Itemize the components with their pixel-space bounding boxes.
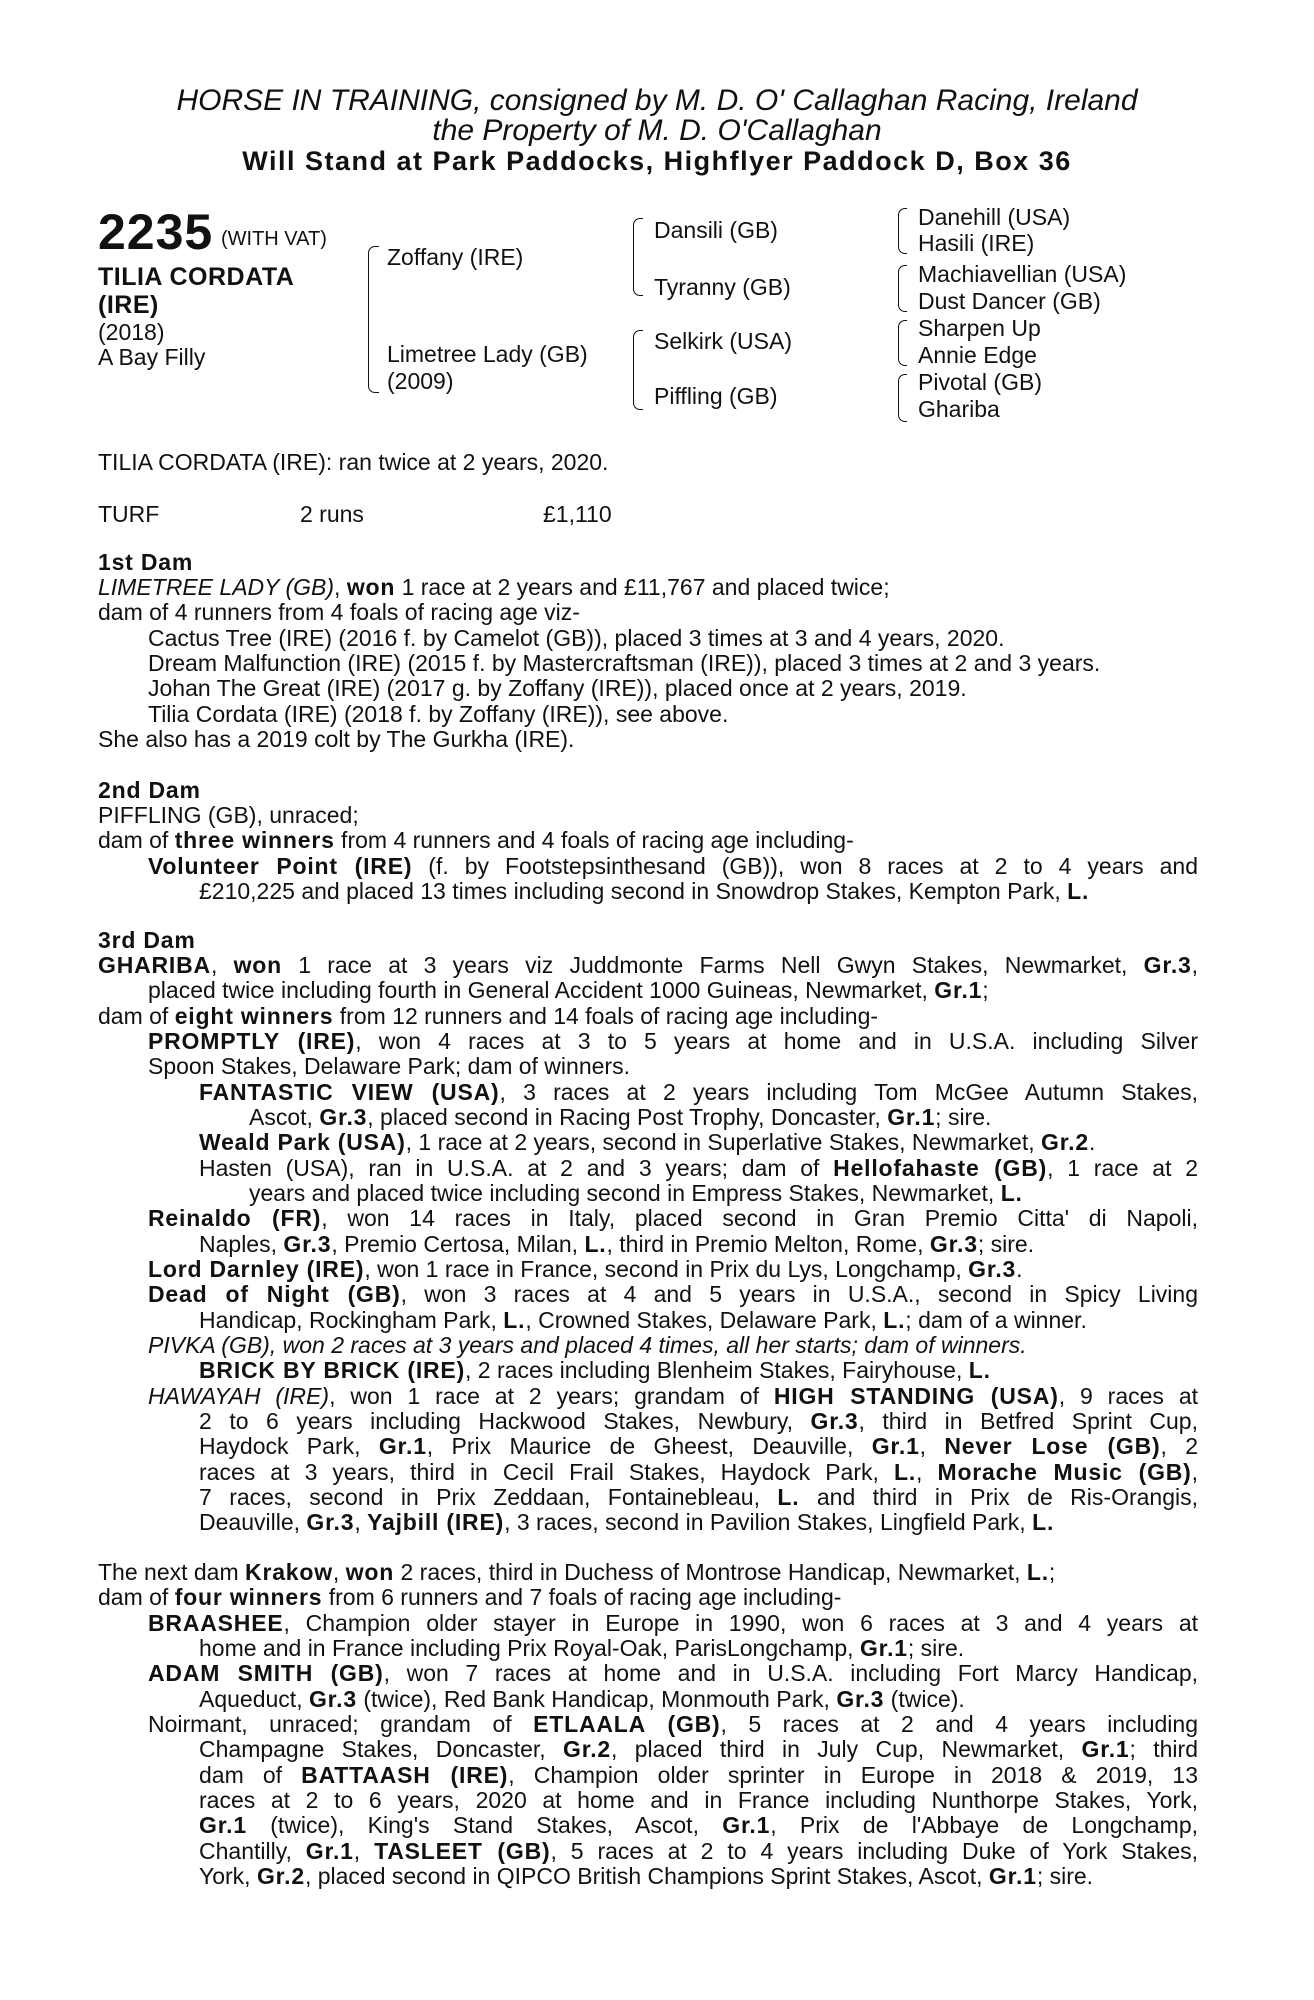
pedigree-dam-sire: Selkirk (USA): [654, 328, 793, 354]
text-span: ;: [1048, 1559, 1056, 1585]
produce-entry: [199, 1409, 1198, 1434]
text-span: Gr.1: [871, 1433, 920, 1459]
text-span: , won 1 race in France, second in Prix du Lys, Longchamp,: [364, 1256, 969, 1282]
grandsire-line-bracket-2: [898, 265, 907, 312]
text-span: L.: [1032, 1509, 1055, 1535]
produce-entry: [199, 1636, 964, 1661]
produce-entry: [148, 1661, 1198, 1686]
race-summary: TILIA CORDATA (IRE): ran twice at 2 years, 2020.: [98, 449, 609, 475]
text-span: eight winners: [174, 1003, 334, 1029]
text-span: ,: [332, 1559, 346, 1585]
produce-entry: [249, 1105, 991, 1130]
produce-entry: [199, 1460, 1198, 1485]
text-span: Gr.3: [1143, 952, 1192, 978]
text-span: 1 race at 3 years viz Juddmonte Farms Nell Gwyn Stakes, Newmarket,: [281, 952, 1144, 978]
property-line: the Property of M. D. O'Callaghan: [432, 114, 882, 147]
record-runs: 2 runs: [300, 501, 364, 527]
record-surface: TURF: [98, 501, 160, 527]
horse-name-suffix: (IRE): [98, 291, 159, 319]
pedigree-dam: Limetree Lady (GB): [387, 341, 588, 367]
text-span: , 9 races at: [1058, 1383, 1199, 1409]
text-span: (f. by Footstepsinthesand (GB)), won 8 races at 2 to 4 years and: [412, 853, 1199, 879]
pedigree-g7: Pivotal (GB): [918, 369, 1042, 395]
second-dam-line: [98, 828, 854, 853]
text-span: Chantilly,: [199, 1838, 306, 1864]
text-span: L.: [584, 1231, 607, 1257]
text-span: Gr.3: [306, 1509, 355, 1535]
text-span: Champagne Stakes, Doncaster,: [199, 1736, 564, 1762]
produce-entry: Cactus Tree (IRE) (2016 f. by Camelot (GB)), placed 3 times at 3 and 4 years, 2020.: [148, 625, 1005, 651]
text-span: ,: [916, 1459, 938, 1485]
produce-entry: [148, 1282, 1198, 1307]
text-span: Gr.1: [199, 1812, 247, 1838]
first-dam-line: [98, 575, 890, 600]
pedigree-g4: Dust Dancer (GB): [918, 288, 1101, 314]
produce-entry: [148, 1611, 1198, 1636]
text-span: Gr.1: [934, 977, 983, 1003]
text-span: Krakow: [245, 1559, 333, 1585]
text-span: , Crowned Stakes, Delaware Park,: [525, 1307, 884, 1333]
dam-name: LIMETREE LADY (GB): [98, 574, 335, 600]
text-span: , 1 race at 2: [1047, 1155, 1199, 1181]
text-span: , won 3 races at 4 and 5 years in U.S.A., second in Spicy Living: [400, 1281, 1198, 1307]
text-span: , won 1 race at 2 years; grandam of: [329, 1383, 774, 1409]
text-span: Lord Darnley (IRE): [148, 1256, 365, 1282]
text-span: L.: [968, 1357, 991, 1383]
produce-entry: [199, 1358, 991, 1383]
stand-location-line: Will Stand at Park Paddocks, Highflyer Paddock D, Box 36: [242, 146, 1072, 176]
text-span: home and in France including Prix Royal-Oak, ParisLongchamp,: [199, 1635, 860, 1661]
text-span: L.: [883, 1307, 906, 1333]
text-span: Dead of Night (GB): [148, 1281, 401, 1307]
text-span: , Champion older stayer in Europe in 1990, won 6 races at 3 and 4 years at: [283, 1610, 1198, 1636]
text-span: , 1 race at 2 years, second in Superlative Stakes, Newmarket,: [405, 1129, 1042, 1155]
produce-entry: [148, 1384, 1198, 1409]
text-span: , 5 races at 2 and 4 years including: [720, 1711, 1199, 1737]
text-span: , 2 races including Blenheim Stakes, Fairyhouse,: [465, 1357, 969, 1383]
produce-entry: [199, 1434, 1198, 1459]
horse-name: TILIA CORDATA: [98, 263, 295, 291]
text-span: L.: [503, 1307, 526, 1333]
first-dam-line: dam of 4 runners from 4 foals of racing age viz-: [98, 599, 580, 625]
produce-entry: [199, 1130, 1095, 1155]
produce-entry: Tilia Cordata (IRE) (2018 f. by Zoffany (IRE)), see above.: [148, 701, 729, 727]
text-span: and third in Prix de Ris-Orangis,: [799, 1484, 1198, 1510]
text-span: Gr.3: [319, 1104, 368, 1130]
text-span: placed twice including fourth in General Accident 1000 Guineas, Newmarket,: [148, 977, 935, 1003]
text-span: Naples,: [199, 1231, 284, 1257]
text-span: Gr.1: [378, 1433, 427, 1459]
produce-entry: [199, 1232, 1034, 1257]
pedigree-sire-dam: Tyranny (GB): [654, 274, 791, 300]
text-span: L.: [1000, 1180, 1023, 1206]
text-span: Reinaldo (FR): [148, 1205, 322, 1231]
text-span: Hellofahaste (GB): [833, 1155, 1048, 1181]
text-span: L.: [777, 1484, 800, 1510]
horse-description: A Bay Filly: [98, 344, 206, 370]
text-span: Gr.3: [308, 1686, 357, 1712]
text-span: ; third: [1129, 1736, 1198, 1762]
text-span: Gr.1: [887, 1104, 936, 1130]
text-span: ; dam of a winner.: [905, 1307, 1087, 1333]
text-span: from 12 runners and 14 foals of racing age including-: [333, 1003, 879, 1029]
text-span: Gr.3: [283, 1231, 332, 1257]
text-span: The next dam: [98, 1559, 246, 1585]
next-dam-line: [98, 1560, 1055, 1585]
text-span: Noirmant, unraced; grandam of: [148, 1711, 534, 1737]
text-span: , won 14 races in Italy, placed second in Gran Premio Citta' di Napoli,: [321, 1205, 1198, 1231]
second-dam-heading: 2nd Dam: [98, 777, 201, 803]
text-span: ETLAALA (GB): [533, 1711, 721, 1737]
text-span: L.: [1067, 878, 1090, 904]
text-span: ,: [210, 952, 234, 978]
text-span: , Prix de l'Abbaye de Longchamp,: [770, 1812, 1198, 1838]
produce-entry: Spoon Stakes, Delaware Park; dam of winners.: [148, 1053, 630, 1079]
pedigree-g6: Annie Edge: [918, 342, 1037, 368]
text-span: Gr.1: [988, 1863, 1037, 1889]
text-span: from 6 runners and 7 foals of racing age including-: [322, 1584, 842, 1610]
produce-entry: [199, 1763, 1198, 1788]
text-span: ,: [1191, 1459, 1199, 1485]
text-span: BATTAASH (IRE): [301, 1762, 509, 1788]
text-span: Haydock Park,: [199, 1433, 379, 1459]
text-span: ; sire.: [935, 1104, 992, 1130]
text-span: ,: [334, 574, 347, 600]
text-span: York,: [199, 1863, 257, 1889]
text-span: GHARIBA: [98, 952, 211, 978]
pedigree-g1: Danehill (USA): [918, 204, 1071, 230]
text-span: FANTASTIC VIEW (USA): [199, 1079, 500, 1105]
text-span: (twice).: [884, 1686, 965, 1712]
text-span: Gr.1: [305, 1838, 354, 1864]
text-span: Yajbill (IRE): [367, 1509, 505, 1535]
sire-dam-bracket: [368, 246, 379, 393]
first-dam-heading: 1st Dam: [98, 549, 194, 575]
text-span: won: [345, 1559, 395, 1585]
produce-entry: [249, 1181, 1023, 1206]
text-span: .: [1088, 1129, 1096, 1155]
next-dam-line: [98, 1585, 841, 1610]
text-span: Never Lose (GB): [944, 1433, 1161, 1459]
text-span: Gr.1: [722, 1812, 771, 1838]
lot-number: 2235: [98, 204, 214, 260]
third-dam-line: [98, 1004, 878, 1029]
text-span: Gr.3: [836, 1686, 885, 1712]
pedigree-g2: Hasili (IRE): [918, 230, 1035, 256]
third-dam-line: [98, 953, 1198, 978]
second-dam-line: PIFFLING (GB), unraced;: [98, 802, 359, 828]
lot-vat-note: (WITH VAT): [221, 228, 327, 250]
produce-entry: [199, 1839, 1198, 1864]
text-span: L.: [1026, 1559, 1049, 1585]
text-span: £210,225 and placed 13 times including second in Snowdrop Stakes, Kempton Park,: [199, 878, 1068, 904]
pedigree-dam-year: (2009): [387, 368, 454, 394]
text-span: 1 race at 2 years and £11,767 and placed twice;: [395, 574, 890, 600]
produce-entry: [199, 879, 1089, 904]
text-span: BRAASHEE: [148, 1610, 284, 1636]
produce-entry: [199, 1864, 1093, 1889]
text-span: won: [346, 574, 396, 600]
foaling-year: (2018): [98, 319, 165, 345]
produce-entry: [199, 1737, 1198, 1762]
text-span: Gr.2: [256, 1863, 305, 1889]
pedigree-sire: Zoffany (IRE): [387, 244, 524, 270]
text-span: Aqueduct,: [199, 1686, 309, 1712]
produce-entry: Dream Malfunction (IRE) (2015 f. by Mastercraftsman (IRE)), placed 3 times at 2 and 3 years.: [148, 650, 1101, 676]
text-span: , third in Betfred Sprint Cup,: [858, 1408, 1198, 1434]
text-span: years and placed twice including second in Empress Stakes, Newmarket,: [249, 1180, 1001, 1206]
text-span: dam of: [199, 1762, 302, 1788]
text-span: , 3 races, second in Pavilion Stakes, Lingfield Park,: [504, 1509, 1033, 1535]
text-span: Gr.3: [929, 1231, 978, 1257]
text-span: (twice), King's Stand Stakes, Ascot,: [246, 1812, 723, 1838]
text-span: , 5 races at 2 to 4 years including Duke of York Stakes,: [550, 1838, 1199, 1864]
text-span: , Champion older sprinter in Europe in 2018 & 2019, 13: [508, 1762, 1198, 1788]
text-span: .: [1016, 1256, 1023, 1282]
text-span: , third in Premio Melton, Rome,: [606, 1231, 930, 1257]
text-span: L.: [893, 1459, 917, 1485]
text-span: won: [233, 952, 282, 978]
text-span: ,: [353, 1838, 375, 1864]
produce-entry: [148, 854, 1198, 879]
text-span: ; sire.: [1036, 1863, 1094, 1889]
text-span: , placed second in QIPCO British Champions Sprint Stakes, Ascot,: [304, 1863, 989, 1889]
text-span: dam of: [98, 827, 175, 853]
third-dam-heading: 3rd Dam: [98, 927, 196, 953]
text-span: ,: [1191, 952, 1199, 978]
pedigree-g8: Ghariba: [918, 396, 1000, 422]
record-earnings: £1,110: [543, 501, 612, 527]
text-span: three winners: [174, 827, 335, 853]
produce-entry: Johan The Great (IRE) (2017 g. by Zoffany (IRE)), placed once at 2 years, 2019.: [148, 675, 967, 701]
text-span: , placed third in July Cup, Newmarket,: [611, 1736, 1082, 1762]
text-span: Weald Park (USA): [199, 1129, 406, 1155]
text-span: TASLEET (GB): [374, 1838, 551, 1864]
consignor-line: HORSE IN TRAINING, consigned by M. D. O' Callaghan Racing, Ireland: [176, 84, 1138, 117]
text-span: , 3 races at 2 years including Tom McGee Autumn Stakes,: [499, 1079, 1198, 1105]
grandsire-line-bracket-1: [898, 208, 907, 254]
text-span: ; sire.: [907, 1635, 965, 1661]
text-span: ;: [982, 977, 989, 1003]
first-dam-line: She also has a 2019 colt by The Gurkha (IRE).: [98, 726, 575, 752]
text-span: ; sire.: [977, 1231, 1035, 1257]
text-span: dam of: [98, 1584, 175, 1610]
text-span: Hasten (USA), ran in U.S.A. at 2 and 3 years; dam of: [199, 1155, 834, 1181]
text-span: Morache Music (GB): [937, 1459, 1192, 1485]
produce-entry: [148, 1257, 1023, 1282]
text-span: dam of: [98, 1003, 175, 1029]
produce-entry: [199, 1308, 1087, 1333]
pedigree-g3: Machiavellian (USA): [918, 261, 1127, 287]
text-span: ,: [354, 1509, 368, 1535]
text-span: BRICK BY BRICK (IRE): [199, 1357, 466, 1383]
text-span: ADAM SMITH (GB): [148, 1660, 384, 1686]
produce-entry: [199, 1080, 1198, 1105]
produce-entry: [199, 1813, 1198, 1838]
text-span: Ascot,: [249, 1104, 320, 1130]
text-span: Handicap, Rockingham Park,: [199, 1307, 504, 1333]
text-span: four winners: [174, 1584, 323, 1610]
produce-entry: [199, 1687, 965, 1712]
grandsire-line-bracket-4: [898, 374, 907, 422]
pedigree-g5: Sharpen Up: [918, 315, 1041, 341]
text-span: 7 races, second in Prix Zeddaan, Fontainebleau,: [199, 1484, 778, 1510]
text-span: Gr.2: [1041, 1129, 1089, 1155]
produce-entry: [199, 1510, 1054, 1535]
produce-entry: [148, 1712, 1198, 1737]
produce-entry: [148, 1029, 1198, 1054]
text-span: HIGH STANDING (USA): [773, 1383, 1059, 1409]
produce-entry: races at 2 to 6 years, 2020 at home and in France including Nunthorpe Stakes, York,: [199, 1787, 1198, 1813]
text-span: Volunteer Point (IRE): [148, 853, 413, 879]
produce-entry: [199, 1485, 1198, 1510]
text-span: PROMPTLY (IRE): [148, 1028, 356, 1054]
text-span: Gr.1: [859, 1635, 908, 1661]
text-span: (twice), Red Bank Handicap, Monmouth Park,: [356, 1686, 837, 1712]
text-span: from 4 runners and 4 foals of racing age including-: [334, 827, 854, 853]
text-span: , won 4 races at 3 to 5 years at home and in U.S.A. including Silver: [355, 1028, 1198, 1054]
text-span: Gr.1: [1081, 1736, 1130, 1762]
text-span: HAWAYAH (IRE): [148, 1383, 330, 1409]
text-span: Gr.2: [563, 1736, 612, 1762]
pedigree-dam-dam: Piffling (GB): [654, 383, 778, 409]
grandsire-line-bracket-3: [898, 320, 907, 366]
text-span: Gr.3: [968, 1256, 1017, 1282]
produce-entry: PIVKA (GB), won 2 races at 3 years and placed 4 times, all her starts; dam of winners.: [148, 1332, 1027, 1358]
text-span: , placed second in Racing Post Trophy, Doncaster,: [367, 1104, 888, 1130]
text-span: ,: [919, 1433, 945, 1459]
text-span: Gr.3: [810, 1408, 859, 1434]
text-span: Deauville,: [199, 1509, 307, 1535]
text-span: races at 3 years, third in Cecil Frail Stakes, Haydock Park,: [199, 1459, 894, 1485]
produce-entry: [199, 1156, 1198, 1181]
produce-entry: [148, 1206, 1198, 1231]
text-span: , Prix Maurice de Gheest, Deauville,: [426, 1433, 872, 1459]
pedigree-sire-sire: Dansili (GB): [654, 217, 778, 243]
third-dam-line: [148, 978, 989, 1003]
text-span: 2 races, third in Duchess of Montrose Handicap, Newmarket,: [394, 1559, 1027, 1585]
text-span: , 2: [1160, 1433, 1198, 1459]
text-span: 2 to 6 years including Hackwood Stakes, Newbury,: [199, 1408, 811, 1434]
sire-parents-bracket: [633, 218, 643, 296]
text-span: , won 7 races at home and in U.S.A. including Fort Marcy Handicap,: [383, 1660, 1199, 1686]
text-span: , Premio Certosa, Milan,: [331, 1231, 585, 1257]
dam-parents-bracket: [633, 330, 643, 410]
